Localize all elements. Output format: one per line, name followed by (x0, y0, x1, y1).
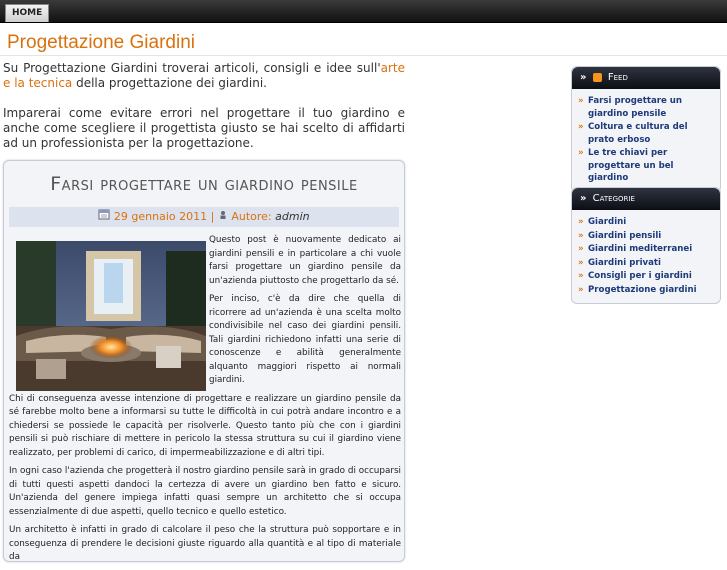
calendar-icon (98, 207, 110, 227)
category-item[interactable]: » Consigli per i giardini (578, 270, 716, 283)
category-item[interactable]: » Giardini mediterranei (578, 243, 716, 256)
feed-item[interactable]: » Farsi progettare un giardino pensile (578, 95, 716, 120)
feed-list (572, 89, 720, 192)
feed-item[interactable]: » Coltura e cultura del prato erboso (578, 121, 716, 146)
feed-item[interactable]: » Le tre chiavi per progettare un bel giardino (578, 147, 716, 185)
post-body (9, 234, 401, 570)
categories-widget (571, 187, 721, 304)
post-meta (9, 207, 399, 227)
user-icon (218, 207, 228, 227)
top-navigation-bar (0, 0, 727, 23)
category-item[interactable]: » Giardini privati (578, 257, 716, 270)
feed-widget (571, 66, 721, 193)
double-chevron-icon: » (580, 72, 587, 83)
category-item[interactable]: » Giardini pensili (578, 230, 716, 243)
meta-separator: | (210, 210, 215, 223)
intro-paragraph-2: Imparerai come evitare errori nel progettare il tuo giardino e anche come scegliere il progettista giusto se hai scelto di affidarti ad un professionista per la progettazione. (3, 106, 405, 150)
category-item[interactable]: » Progettazione giardini (578, 284, 716, 297)
category-item[interactable]: » Giardini (578, 216, 716, 229)
intro-link[interactable]: arte e la tecnica (3, 61, 405, 90)
intro-text-before: Su Progettazione Giardini troverai articoli, consigli e idee sull' (3, 61, 381, 75)
author-label: Autore: (231, 210, 272, 223)
post-card (3, 160, 405, 562)
intro-text (3, 61, 405, 166)
post-paragraph: Per inciso, c'è da dire che quella di ricorrere ad un'azienda è una scelta molto condivisibile nel caso dei giardini pensili. Tali giardini richiedono infatti una serie di conoscenze e abilità generalmente alquanto maggiori rispetto ai normali giardini. (209, 294, 401, 385)
site-title[interactable]: Progettazione Giardini (7, 32, 195, 53)
double-chevron-icon: » (580, 193, 587, 204)
feed-widget-title: Feed (607, 72, 628, 83)
intro-text-after: della progettazione dei giardini. (72, 76, 267, 90)
feed-widget-header (572, 67, 720, 89)
categories-widget-header (572, 188, 720, 210)
header-divider (0, 55, 727, 56)
post-date: 29 gennaio 2011 (113, 210, 208, 223)
categories-list (572, 210, 720, 303)
categories-widget-title: Categorie (592, 193, 635, 204)
intro-paragraph-1 (3, 61, 405, 91)
rss-icon[interactable] (593, 73, 602, 82)
post-title[interactable]: Farsi progettare un giardino pensile (50, 173, 358, 195)
post-paragraph: Questo post è nuovamente dedicato ai giardini pensili e in particolare a chi vuole farsi progettare un giardino pensile da un'azienda piuttosto che progettarlo da sé. (209, 235, 401, 286)
nav-home-tab[interactable]: HOME (5, 4, 49, 22)
post-author[interactable]: admin (275, 210, 310, 223)
post-paragraph: In ogni caso l'azienda che progetterà il nostro giardino pensile sarà in grado di occuparsi di tutti questi aspetti dandoci la certezza di avere un giardino ben fatto e sicuro. Un'azienda del genere impiega infatti quasi sempre un architetto che si occupa essenzialmente di due aspetti, quello tecnico e quello estetico. (9, 466, 401, 517)
post-paragraph: Un architetto è infatti in grado di calcolare il peso che la struttura può sopportare e in conseguenza di prendere le decisioni giuste riguardo alla quantità e al tipo di materiale da (9, 525, 401, 562)
post-paragraph: Chi di conseguenza avesse intenzione di progettare e realizzare un giardino pensile da sé farebbe molto bene a informarsi su tutte le difficoltà in cui potrà andare incontro e a chiedersi se possiede le capacità per risolverle. Questo tanto più che con i giardini pensili si può rischiare di mettere in pericolo la stessa struttura su cui il giardino viene realizzato, per problemi di carico, di impermeabilizzazione e di altri tipi. (9, 393, 401, 458)
